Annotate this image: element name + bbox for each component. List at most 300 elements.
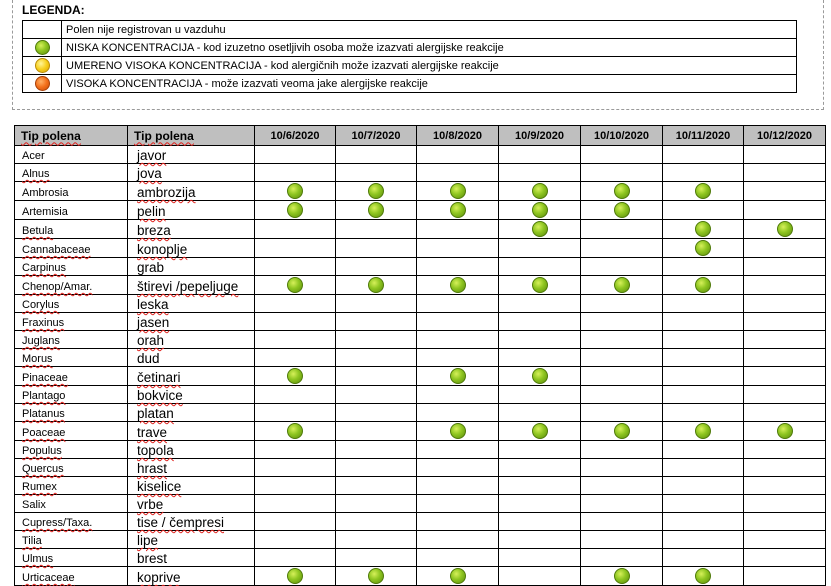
- level-cell: [255, 495, 336, 513]
- green-dot-icon: [777, 423, 793, 439]
- level-cell: [255, 331, 336, 349]
- level-cell: [255, 276, 336, 295]
- level-cell: [417, 422, 499, 441]
- level-cell: [744, 495, 826, 513]
- local-name: pelin: [137, 204, 166, 219]
- level-cell: [336, 441, 417, 459]
- level-cell: [744, 182, 826, 201]
- green-dot-icon: [450, 568, 466, 584]
- level-cell: [581, 164, 663, 182]
- level-cell: [255, 239, 336, 258]
- table-row: [15, 367, 826, 386]
- legend-text: UMERENO VISOKA KONCENTRACIJA - kod alergičnih može izazvati alergijske reakcije: [62, 57, 797, 75]
- green-dot-icon: [695, 240, 711, 256]
- local-name: jasen: [137, 315, 170, 330]
- level-cell: [581, 422, 663, 441]
- level-cell: [255, 349, 336, 367]
- level-cell: [581, 513, 663, 531]
- local-name-cell: [128, 146, 255, 164]
- latin-name-cell: [15, 495, 128, 513]
- legend-row: [23, 57, 797, 75]
- local-name-cell: [128, 276, 255, 295]
- level-cell: [417, 164, 499, 182]
- level-cell: [336, 531, 417, 549]
- level-cell: [499, 182, 581, 201]
- table-row: [15, 513, 826, 531]
- level-cell: [663, 201, 744, 220]
- level-cell: [336, 386, 417, 404]
- level-cell: [417, 495, 499, 513]
- local-name: lipe: [137, 533, 159, 548]
- legend-title: LEGENDA:: [22, 3, 85, 17]
- table-row: [15, 201, 826, 220]
- table-row: [15, 495, 826, 513]
- level-cell: [499, 477, 581, 495]
- header-local: Tip polena: [128, 126, 255, 146]
- level-cell: [581, 201, 663, 220]
- green-dot-icon: [532, 368, 548, 384]
- date-header: 10/8/2020: [417, 126, 499, 146]
- local-name: dud: [137, 351, 160, 366]
- green-dot-icon: [614, 568, 630, 584]
- level-cell: [744, 441, 826, 459]
- level-cell: [499, 404, 581, 422]
- level-cell: [255, 459, 336, 477]
- local-name-cell: [128, 531, 255, 549]
- level-cell: [663, 549, 744, 567]
- level-cell: [336, 182, 417, 201]
- level-cell: [581, 313, 663, 331]
- latin-name-cell: [15, 441, 128, 459]
- level-cell: [336, 513, 417, 531]
- local-name-cell: [128, 477, 255, 495]
- level-cell: [499, 549, 581, 567]
- level-cell: [744, 239, 826, 258]
- table-row: [15, 531, 826, 549]
- local-name-cell: [128, 404, 255, 422]
- level-cell: [255, 422, 336, 441]
- local-name-cell: [128, 441, 255, 459]
- level-cell: [417, 295, 499, 313]
- level-cell: [744, 201, 826, 220]
- green-dot-icon: [695, 183, 711, 199]
- table-row: [15, 146, 826, 164]
- level-cell: [663, 276, 744, 295]
- latin-name: Artemisia: [22, 206, 68, 218]
- green-dot-icon: [695, 423, 711, 439]
- table-row: [15, 295, 826, 313]
- level-cell: [744, 220, 826, 239]
- table-row: [15, 477, 826, 495]
- legend-row: [23, 75, 797, 93]
- level-cell: [336, 313, 417, 331]
- latin-name: Platanus: [22, 408, 65, 420]
- level-cell: [581, 258, 663, 276]
- legend-text: NISKA KONCENTRACIJA - kod izuzetno osetljivih osoba može izazvati alergijske reakcije: [62, 39, 797, 57]
- table-row: [15, 349, 826, 367]
- green-dot-icon: [287, 202, 303, 218]
- level-cell: [581, 367, 663, 386]
- level-cell: [417, 531, 499, 549]
- level-cell: [499, 164, 581, 182]
- local-name: platan: [137, 406, 174, 421]
- level-cell: [499, 146, 581, 164]
- local-name-cell: [128, 549, 255, 567]
- level-cell: [663, 367, 744, 386]
- level-cell: [744, 331, 826, 349]
- latin-name-cell: [15, 422, 128, 441]
- level-cell: [255, 201, 336, 220]
- local-name-cell: [128, 295, 255, 313]
- table-row: [15, 276, 826, 295]
- table-header-row: [15, 126, 826, 146]
- level-cell: [499, 531, 581, 549]
- level-cell: [499, 495, 581, 513]
- green-dot-icon: [287, 368, 303, 384]
- level-cell: [255, 513, 336, 531]
- level-cell: [417, 182, 499, 201]
- latin-name: Fraxinus: [22, 317, 65, 329]
- level-cell: [336, 295, 417, 313]
- level-cell: [499, 258, 581, 276]
- level-cell: [663, 422, 744, 441]
- green-dot-icon: [614, 202, 630, 218]
- level-cell: [663, 239, 744, 258]
- level-cell: [663, 531, 744, 549]
- level-cell: [417, 331, 499, 349]
- legend-symbol-cell: [23, 57, 62, 75]
- level-cell: [255, 146, 336, 164]
- date-header: 10/11/2020: [663, 126, 744, 146]
- level-cell: [255, 531, 336, 549]
- latin-name-cell: [15, 276, 128, 295]
- local-name-cell: [128, 386, 255, 404]
- latin-name: Chenop/Amar.: [22, 281, 93, 293]
- level-cell: [581, 441, 663, 459]
- level-cell: [499, 349, 581, 367]
- level-cell: [744, 567, 826, 586]
- local-name: jova: [137, 166, 162, 181]
- local-name: orah: [137, 333, 165, 348]
- level-cell: [581, 239, 663, 258]
- local-name-cell: [128, 220, 255, 239]
- level-cell: [744, 146, 826, 164]
- level-cell: [336, 201, 417, 220]
- table-row: [15, 459, 826, 477]
- level-cell: [499, 295, 581, 313]
- latin-name: Juglans: [22, 335, 60, 347]
- legend-symbol-cell: [23, 21, 62, 39]
- level-cell: [663, 349, 744, 367]
- table-row: [15, 567, 826, 586]
- local-name-cell: [128, 239, 255, 258]
- latin-name: Ambrosia: [22, 187, 69, 199]
- level-cell: [417, 349, 499, 367]
- latin-name: Ulmus: [22, 553, 54, 565]
- latin-name: Carpinus: [22, 262, 67, 274]
- level-cell: [581, 459, 663, 477]
- latin-name-cell: [15, 386, 128, 404]
- table-row: [15, 258, 826, 276]
- latin-name-cell: [15, 331, 128, 349]
- level-cell: [499, 386, 581, 404]
- green-dot-icon: [695, 221, 711, 237]
- latin-name-cell: [15, 549, 128, 567]
- level-cell: [663, 495, 744, 513]
- level-cell: [499, 567, 581, 586]
- green-dot-icon: [287, 183, 303, 199]
- level-cell: [581, 549, 663, 567]
- level-cell: [336, 549, 417, 567]
- green-dot-icon: [614, 183, 630, 199]
- level-cell: [336, 331, 417, 349]
- level-cell: [581, 531, 663, 549]
- header-latin: Tip polena: [15, 126, 128, 146]
- green-dot-icon: [532, 183, 548, 199]
- latin-name-cell: [15, 220, 128, 239]
- level-cell: [499, 367, 581, 386]
- latin-name: Alnus: [22, 168, 50, 180]
- level-cell: [255, 164, 336, 182]
- local-name: javor: [137, 148, 167, 163]
- level-cell: [744, 276, 826, 295]
- local-name-cell: [128, 513, 255, 531]
- table-row: [15, 239, 826, 258]
- local-name: hrast: [137, 461, 168, 476]
- latin-name: Cannabaceae: [22, 244, 91, 256]
- level-cell: [336, 367, 417, 386]
- local-name-cell: [128, 567, 255, 586]
- level-cell: [744, 531, 826, 549]
- level-cell: [255, 567, 336, 586]
- level-cell: [744, 404, 826, 422]
- local-name-cell: [128, 422, 255, 441]
- date-header: 10/9/2020: [499, 126, 581, 146]
- level-cell: [336, 459, 417, 477]
- local-name: konoplje: [137, 242, 188, 257]
- level-cell: [417, 146, 499, 164]
- latin-name: Rumex: [22, 481, 57, 493]
- latin-name-cell: [15, 349, 128, 367]
- level-cell: [581, 146, 663, 164]
- level-cell: [581, 295, 663, 313]
- level-cell: [581, 331, 663, 349]
- level-cell: [663, 331, 744, 349]
- level-cell: [581, 567, 663, 586]
- table-row: [15, 331, 826, 349]
- green-dot-icon: [450, 202, 466, 218]
- local-name: kiselice: [137, 479, 182, 494]
- latin-name-cell: [15, 239, 128, 258]
- level-cell: [255, 441, 336, 459]
- latin-name-cell: [15, 313, 128, 331]
- latin-name-cell: [15, 201, 128, 220]
- local-name: koprive: [137, 570, 181, 585]
- local-name-cell: [128, 258, 255, 276]
- level-cell: [581, 349, 663, 367]
- level-cell: [744, 258, 826, 276]
- level-cell: [336, 422, 417, 441]
- date-header: 10/6/2020: [255, 126, 336, 146]
- yellow-dot-icon: [35, 58, 50, 73]
- level-cell: [499, 201, 581, 220]
- table-row: [15, 313, 826, 331]
- latin-name: Corylus: [22, 299, 60, 311]
- level-cell: [417, 459, 499, 477]
- legend-table: [22, 20, 797, 93]
- level-cell: [417, 313, 499, 331]
- level-cell: [581, 276, 663, 295]
- local-name: vrbe: [137, 497, 164, 512]
- level-cell: [744, 386, 826, 404]
- local-name: četinari: [137, 370, 181, 385]
- level-cell: [744, 513, 826, 531]
- level-cell: [417, 549, 499, 567]
- green-dot-icon: [532, 277, 548, 293]
- level-cell: [744, 459, 826, 477]
- level-cell: [255, 182, 336, 201]
- level-cell: [499, 422, 581, 441]
- level-cell: [744, 164, 826, 182]
- green-dot-icon: [450, 183, 466, 199]
- green-dot-icon: [35, 40, 50, 55]
- table-row: [15, 182, 826, 201]
- level-cell: [744, 477, 826, 495]
- level-cell: [255, 477, 336, 495]
- green-dot-icon: [287, 423, 303, 439]
- level-cell: [744, 549, 826, 567]
- local-name: brest: [137, 551, 168, 566]
- local-name: bokvice: [137, 388, 183, 403]
- legend-row: [23, 39, 797, 57]
- latin-name-cell: [15, 164, 128, 182]
- level-cell: [663, 146, 744, 164]
- table-row: [15, 220, 826, 239]
- green-dot-icon: [614, 423, 630, 439]
- green-dot-icon: [368, 183, 384, 199]
- green-dot-icon: [368, 277, 384, 293]
- latin-name-cell: [15, 258, 128, 276]
- table-row: [15, 422, 826, 441]
- green-dot-icon: [532, 221, 548, 237]
- latin-name: Pinaceae: [22, 372, 68, 384]
- level-cell: [581, 220, 663, 239]
- latin-name: Plantago: [22, 390, 66, 402]
- level-cell: [744, 295, 826, 313]
- latin-name: Poaceae: [22, 427, 66, 439]
- level-cell: [336, 567, 417, 586]
- level-cell: [417, 567, 499, 586]
- local-name: leska: [137, 297, 169, 312]
- level-cell: [663, 182, 744, 201]
- latin-name-cell: [15, 182, 128, 201]
- level-cell: [744, 422, 826, 441]
- table-row: [15, 386, 826, 404]
- level-cell: [417, 404, 499, 422]
- level-cell: [581, 495, 663, 513]
- level-cell: [417, 386, 499, 404]
- table-row: [15, 441, 826, 459]
- level-cell: [581, 386, 663, 404]
- level-cell: [663, 513, 744, 531]
- latin-name: Urticaceae: [22, 572, 75, 584]
- orange-dot-icon: [35, 76, 50, 91]
- legend-symbol-cell: [23, 39, 62, 57]
- latin-name-cell: [15, 459, 128, 477]
- level-cell: [336, 477, 417, 495]
- green-dot-icon: [532, 423, 548, 439]
- local-name: grab: [137, 260, 165, 275]
- level-cell: [499, 513, 581, 531]
- legend-text: Polen nije registrovan u vazduhu: [62, 21, 797, 39]
- legend-text: VISOKA KONCENTRACIJA - može izazvati veoma jake alergijske reakcije: [62, 75, 797, 93]
- local-name-cell: [128, 201, 255, 220]
- latin-name-cell: [15, 146, 128, 164]
- level-cell: [663, 313, 744, 331]
- level-cell: [336, 220, 417, 239]
- green-dot-icon: [450, 423, 466, 439]
- level-cell: [744, 313, 826, 331]
- legend-row: [23, 21, 797, 39]
- level-cell: [499, 276, 581, 295]
- level-cell: [417, 220, 499, 239]
- level-cell: [581, 477, 663, 495]
- date-header: 10/12/2020: [744, 126, 826, 146]
- green-dot-icon: [614, 277, 630, 293]
- level-cell: [255, 295, 336, 313]
- level-cell: [663, 477, 744, 495]
- latin-name: Quercus: [22, 463, 64, 475]
- level-cell: [499, 331, 581, 349]
- latin-name-cell: [15, 404, 128, 422]
- local-name-cell: [128, 459, 255, 477]
- level-cell: [255, 386, 336, 404]
- pollen-table: [14, 125, 826, 586]
- level-cell: [417, 367, 499, 386]
- green-dot-icon: [287, 277, 303, 293]
- level-cell: [663, 459, 744, 477]
- latin-name: Acer: [22, 150, 45, 162]
- level-cell: [417, 441, 499, 459]
- level-cell: [417, 239, 499, 258]
- level-cell: [663, 164, 744, 182]
- local-name-cell: [128, 349, 255, 367]
- green-dot-icon: [368, 568, 384, 584]
- level-cell: [336, 404, 417, 422]
- legend-symbol-cell: [23, 75, 62, 93]
- local-name-cell: [128, 367, 255, 386]
- green-dot-icon: [777, 221, 793, 237]
- level-cell: [744, 349, 826, 367]
- level-cell: [255, 549, 336, 567]
- level-cell: [663, 404, 744, 422]
- level-cell: [336, 258, 417, 276]
- green-dot-icon: [450, 277, 466, 293]
- level-cell: [499, 459, 581, 477]
- level-cell: [663, 258, 744, 276]
- level-cell: [663, 386, 744, 404]
- level-cell: [417, 477, 499, 495]
- level-cell: [255, 258, 336, 276]
- level-cell: [417, 276, 499, 295]
- local-name: ambrozija: [137, 185, 196, 200]
- level-cell: [581, 404, 663, 422]
- green-dot-icon: [532, 202, 548, 218]
- latin-name-cell: [15, 477, 128, 495]
- level-cell: [499, 220, 581, 239]
- level-cell: [663, 441, 744, 459]
- green-dot-icon: [368, 202, 384, 218]
